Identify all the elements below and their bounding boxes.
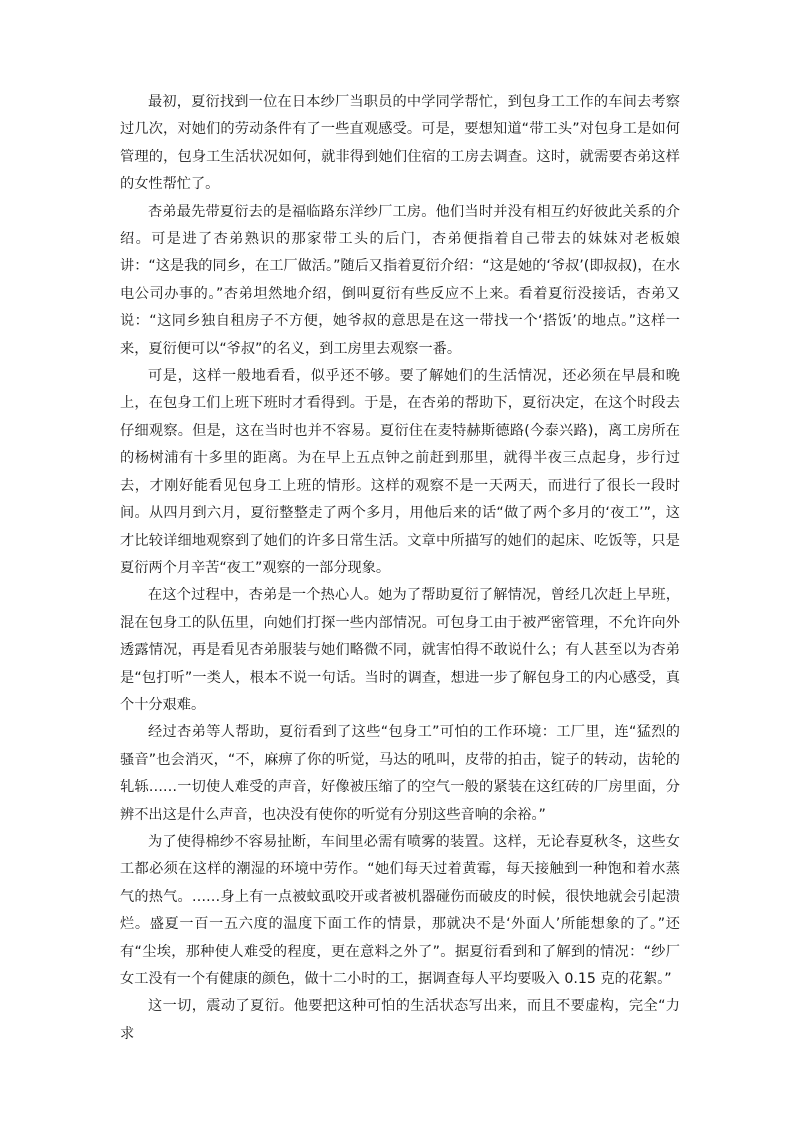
paragraph-1: 最初，夏衍找到一位在日本纱厂当职员的中学同学帮忙，到包身工工作的车间去考察过几次，对她们的劳动条件有了一些直观感受。可是，要想知道“带工头”对包身工是如何管理的，包身工生活状况如何，就非得到她们住宿的工房去调查。这时，就需要杏弟这样的女性帮忙了。 xyxy=(120,94,680,193)
paragraph-7: 这一切，震动了夏衍。他要把这种可怕的生活状态写出来，而且不要虚构，完全“力求 xyxy=(120,998,680,1042)
paragraph-5: 经过杏弟等人帮助，夏衍看到了这些“包身工”可怕的工作环境：工厂里，连“猛烈的骚音”也会消灭，“不，麻痹了你的听觉，马达的吼叫，皮带的拍击，锭子的转动，齿轮的轧轹……一切使人难受的声音，好像被压缩了的空气一般的紧装在这红砖的厂房里面，分辨不出这是什么声音，也决没有使你的听觉有分别这些音响的余裕。” xyxy=(120,724,680,823)
paragraph-3: 可是，这样一般地看看，似乎还不够。要了解她们的生活情况，还必须在早晨和晚上，在包身工们上班下班时才看得到。于是，在杏弟的帮助下，夏衍决定，在这个时段去仔细观察。但是，这在当时也并不容易。夏衍住在麦特赫斯德路(今泰兴路)，离工房所在的杨树浦有十多里的距离。为在早上五点钟之前赶到那里，就得半夜三点起身，步行过去，才刚好能看见包身工上班的情形。这样的观察不是一天两天，而进行了很长一段时间。从四月到六月，夏衍整整走了两个多月，用他后来的话“做了两个多月的‘夜工’”，这才比较详细地观察到了她们的许多日常生活。文章中所描写的她们的起床、吃饭等，只是夏衍两个月辛苦“夜工”观察的一部分现象。 xyxy=(120,368,680,576)
paragraph-4: 在这个过程中，杏弟是一个热心人。她为了帮助夏衍了解情况，曾经几次赶上早班，混在包身工的队伍里，向她们打探一些内部情况。可包身工由于被严密管理，不允许向外透露情况，再是看见杏弟服装与她们略微不同，就害怕得不敢说什么；有人甚至以为杏弟是“包打听”一类人，根本不说一句话。当时的调查，想进一步了解包身工的内心感受，真个十分艰难。 xyxy=(120,587,680,713)
paragraph-2: 杏弟最先带夏衍去的是福临路东洋纱厂工房。他们当时并没有相互约好彼此关系的介绍。可是进了杏弟熟识的那家带工头的后门，杏弟便指着自己带去的妹妹对老板娘讲：“这是我的同乡，在工厂做活。”随后又指着夏衍介绍：“这是她的‘爷叔’(即叔叔)，在水电公司办事的。”杏弟坦然地介绍，倒叫夏衍有些反应不上来。看着夏衍没接话，杏弟又说：“这同乡独自租房子不方便，她爷叔的意思是在这一带找一个‘搭饭’的地点。”这样一来，夏衍便可以“爷叔”的名义，到工房里去观察一番。 xyxy=(120,203,680,357)
document-body xyxy=(120,89,680,1048)
paragraph-6: 为了使得棉纱不容易扯断，车间里必需有喷雾的装置。这样，无论春夏秋冬，这些女工都必须在这样的潮湿的环境中劳作。“她们每天过着黄霉，每天接触到一种饱和着水蒸气的热气。……身上有一点被蚊虱咬开或者被机器碰伤而破皮的时候，很快地就会引起溃烂。盛夏一百一五六度的温度下面工作的情景，那就决不是‘外面人’所能想象的了。”还有“尘埃，那种使人难受的程度，更在意料之外了”。据夏衍看到和了解到的情况：“纱厂女工没有一个有健康的颜色，做十二小时的工，据调查每人平均要吸入 0.15 克的花絮。” xyxy=(120,833,680,987)
